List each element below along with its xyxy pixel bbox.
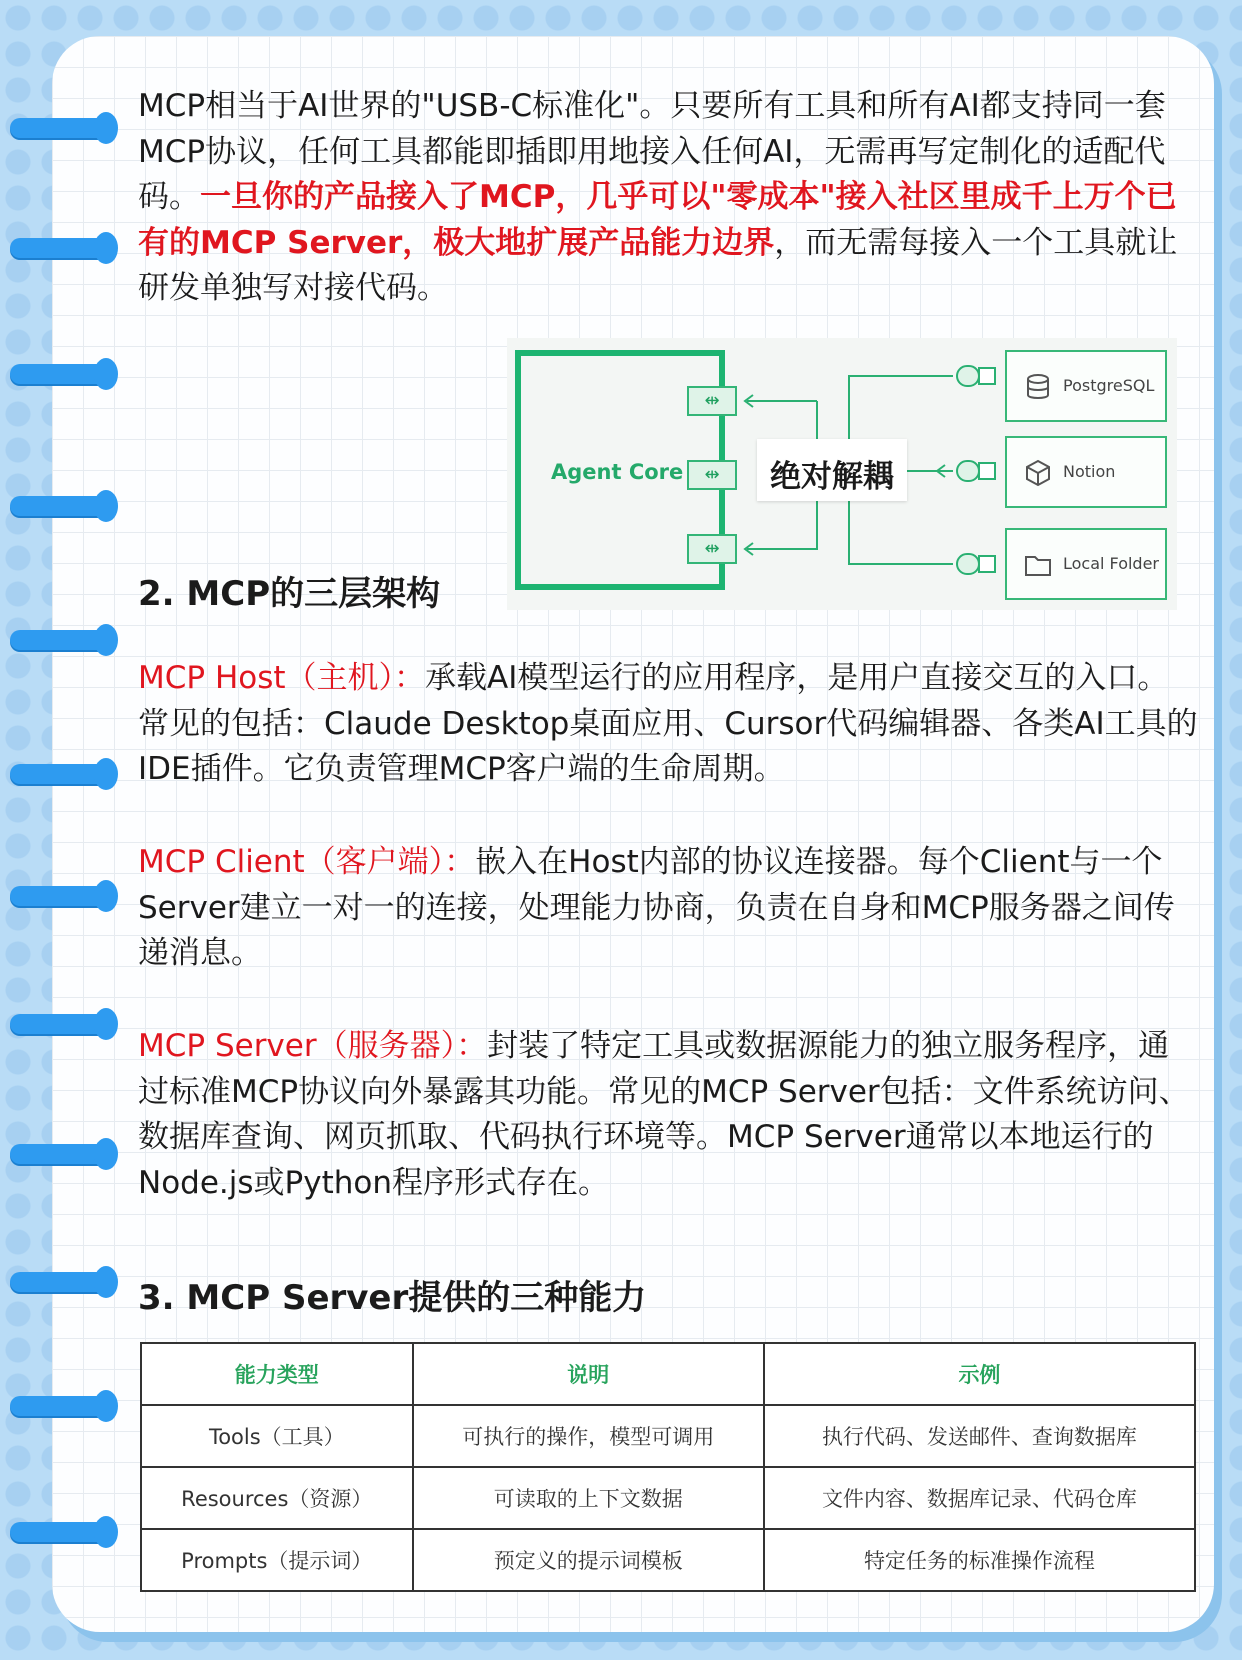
usb-port-icon: ⇹ [687,534,737,564]
intro-text-b: ，而无需每接入一个工具就让研发单独写对接代码。 [138,224,1178,306]
plug-icon [953,456,1001,486]
table-row [141,1529,1195,1591]
table-cell: Prompts（提示词） [141,1529,413,1591]
binder-ring [10,764,114,784]
table-header: 说明 [413,1343,764,1405]
intro-paragraph [138,84,1198,312]
table-header: 示例 [764,1343,1195,1405]
capabilities-table [140,1342,1196,1592]
usb-port-icon: ⇹ [687,460,737,490]
binder-ring [10,364,114,384]
section-2-heading: 2. MCP的三层架构 [138,574,441,614]
table-cell: 可读取的上下文数据 [413,1467,764,1529]
binder-ring [10,238,114,258]
intro-text-highlight: 一旦你的产品接入了MCP，几乎可以"零成本"接入社区里成千上万个已有的MCP Server，极大地扩展产品能力边界 [138,179,1177,261]
database-icon [1023,372,1053,402]
client-label: MCP Client（客户端）： [138,844,476,880]
cube-icon [1023,458,1053,488]
server-text: 封装了特定工具或数据源能力的独立服务程序，通过标准MCP协议向外暴露其功能。常见的MCP Server包括：文件系统访问、数据库查询、网页抓取、代码执行环境等。MCP Server通常以本地运行的Node.js或Python程序形式存在。 [138,1028,1190,1201]
server-label: Local Folder [1063,554,1159,573]
agent-core-label: Agent Core [551,460,684,484]
table-cell: Resources（资源） [141,1467,413,1529]
host-paragraph [138,656,1198,793]
binder-ring [10,1396,114,1416]
server-paragraph [138,1024,1198,1206]
table-cell: 预定义的提示词模板 [413,1529,764,1591]
decoupling-box [757,439,907,501]
table-cell: 可执行的操作，模型可调用 [413,1405,764,1467]
binder-ring [10,886,114,906]
table-header-row [141,1343,1195,1405]
client-text: 嵌入在Host内部的协议连接器。每个Client与一个Server建立一对一的连接，处理能力协商，负责在自身和MCP服务器之间传递消息。 [138,844,1175,971]
table-row [141,1405,1195,1467]
table-header: 能力类型 [141,1343,413,1405]
server-box-notion [1005,436,1167,508]
table-cell: 文件内容、数据库记录、代码仓库 [764,1467,1195,1529]
host-label: MCP Host（主机）： [138,660,426,696]
section-3-heading: 3. MCP Server提供的三种能力 [138,1278,647,1318]
server-label: MCP Server（服务器）： [138,1028,488,1064]
binder-ring [10,118,114,138]
binder-ring [10,496,114,516]
intro-text-a: MCP相当于AI世界的"USB-C标准化"。只要所有工具和所有AI都支持同一套MCP协议，任何工具都能即插即用地接入任何AI，无需再写定制化的适配代码。 [138,88,1166,215]
client-paragraph [138,840,1198,977]
table-row [141,1467,1195,1529]
binder-ring [10,1144,114,1164]
server-box-postgresql [1005,350,1167,422]
decoupling-label: 绝对解耦 [770,459,894,495]
server-label: PostgreSQL [1063,376,1155,395]
binder-ring [10,1272,114,1292]
table-cell: Tools（工具） [141,1405,413,1467]
host-text: 承载AI模型运行的应用程序，是用户直接交互的入口。常见的包括：Claude Desktop桌面应用、Cursor代码编辑器、各类AI工具的IDE插件。它负责管理MCP客户端的生命周期。 [138,660,1198,787]
server-label: Notion [1063,462,1116,481]
binder-ring [10,1522,114,1542]
binder-ring [10,630,114,650]
usb-port-icon: ⇹ [687,386,737,416]
plug-icon [953,361,1001,391]
table-cell: 特定任务的标准操作流程 [764,1529,1195,1591]
table-cell: 执行代码、发送邮件、查询数据库 [764,1405,1195,1467]
binder-ring [10,1014,114,1034]
